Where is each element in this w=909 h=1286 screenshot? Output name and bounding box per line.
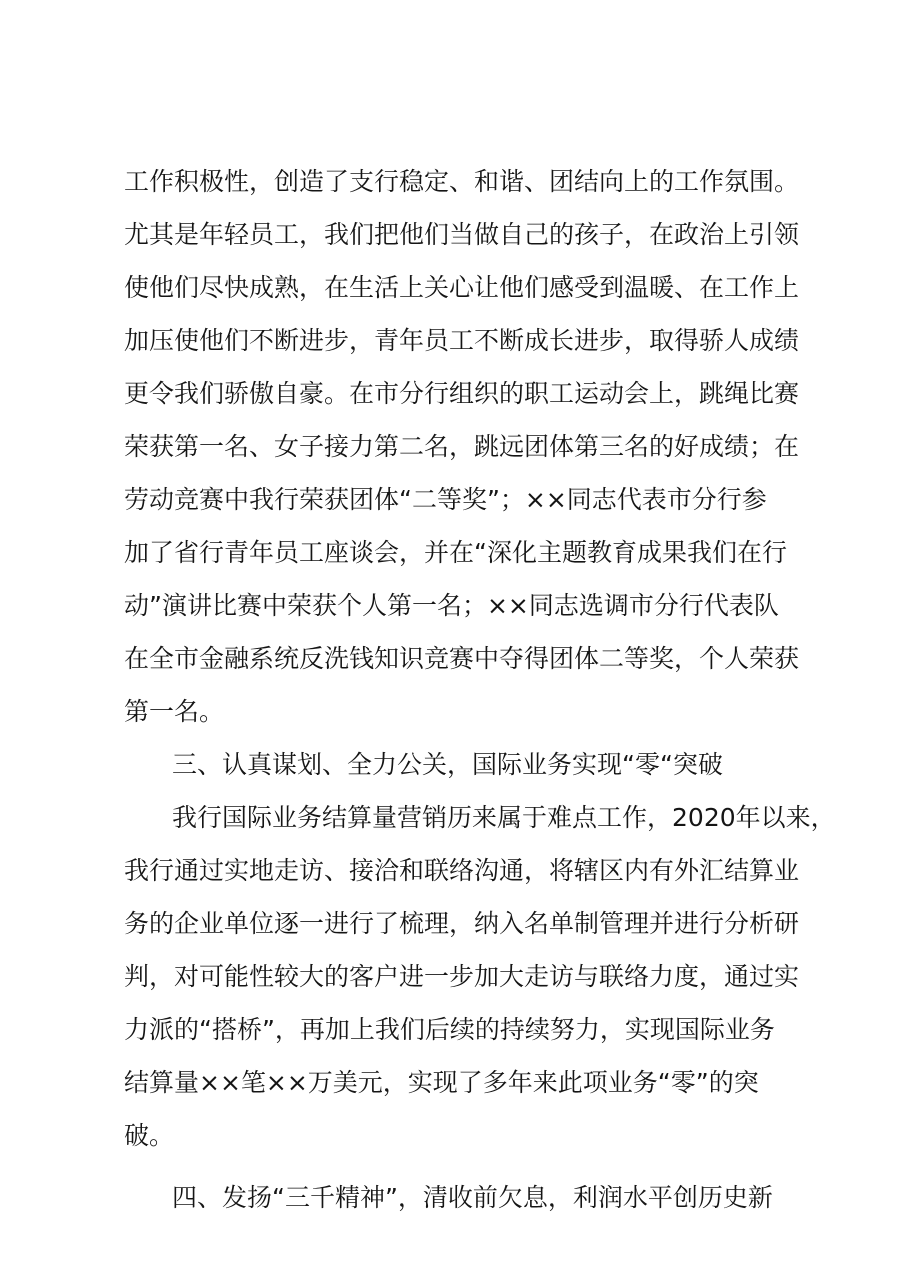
text-line: 结算量××笔××万美元，实现了多年来此项业务“零”的突 (124, 1068, 759, 1097)
text-line: 加压使他们不断进步，青年员工不断成长进步，取得骄人成绩 (124, 326, 800, 355)
text-line: 尤其是年轻员工，我们把他们当做自己的孩子，在政治上引领 (124, 220, 800, 249)
text-line: 判，对可能性较大的客户进一步加大走访与联络力度，通过实 (124, 962, 800, 991)
text-line: 荣获第一名、女子接力第二名，跳远团体第三名的好成绩；在 (124, 432, 800, 461)
text-line: 我行国际业务结算量营销历来属于难点工作，2020年以来， (172, 803, 836, 832)
text-line: 务的企业单位逐一进行了梳理，纳入名单制管理并进行分析研 (124, 909, 800, 938)
text-line: 劳动竞赛中我行荣获团体“二等奖”；××同志代表市分行参 (124, 485, 767, 514)
text-line: 工作积极性，创造了支行稳定、和谐、团结向上的工作氛围。 (124, 167, 800, 196)
section-heading: 三、认真谋划、全力公关，国际业务实现“零“突破 (172, 750, 723, 779)
text-line: 在全市金融系统反洗钱知识竞赛中夺得团体二等奖，个人荣获 (124, 644, 800, 673)
text-line: 我行通过实地走访、接洽和联络沟通，将辖区内有外汇结算业 (124, 856, 800, 885)
section-heading: 四、发扬“三千精神”，清收前欠息，利润水平创历史新 (172, 1183, 773, 1212)
text-line: 更令我们骄傲自豪。在市分行组织的职工运动会上，跳绳比赛 (124, 379, 800, 408)
text-line: 使他们尽快成熟，在生活上关心让他们感受到温暖、在工作上 (124, 273, 800, 302)
text-line: 破。 (124, 1121, 175, 1150)
text-line: 加了省行青年员工座谈会，并在“深化主题教育成果我们在行 (124, 538, 787, 567)
text-line: 动”演讲比赛中荣获个人第一名；××同志选调市分行代表队 (124, 591, 779, 620)
text-line: 第一名。 (124, 697, 225, 726)
text-line: 力派的“搭桥”，再加上我们后续的持续努力，实现国际业务 (124, 1015, 775, 1044)
